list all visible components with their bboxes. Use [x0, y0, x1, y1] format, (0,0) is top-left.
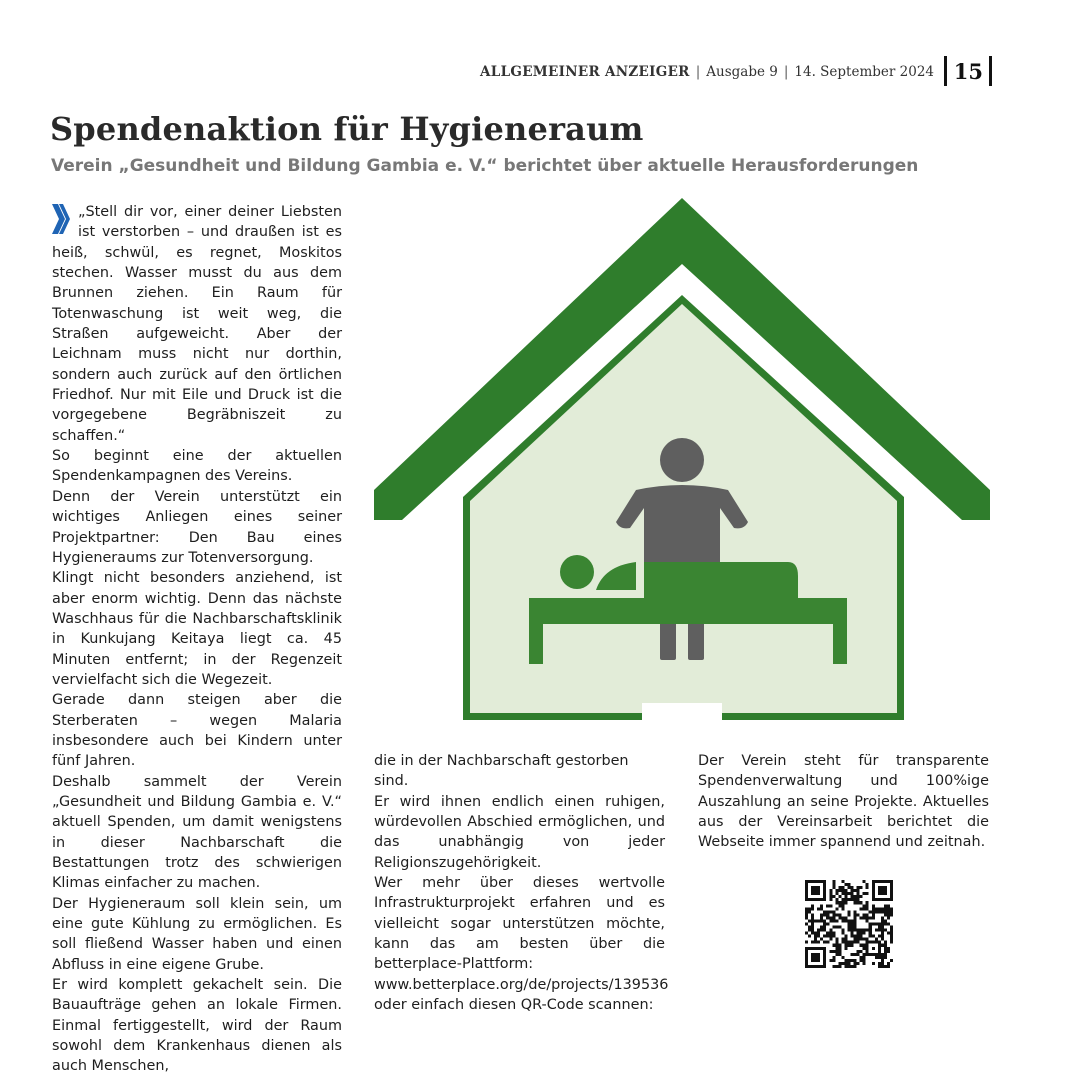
paragraph: Der Verein steht für transparente Spendenverwaltung und 100%ige Auszahlung an seine Projekte. Aktuelles aus der Vereinsarbeit berichtet die Webseite immer spannend und zeitnah. [698, 753, 989, 851]
paragraph: oder einfach diesen QR-Code scannen: [374, 997, 654, 1014]
article-column-3 [698, 751, 989, 853]
hygiene-room-house-illustration [374, 198, 990, 724]
paragraph: Denn der Verein unterstützt ein wichtiges Anliegen eines seiner Projektpartner: Den Bau eines Hygieneraums zur Totenversorgung. [52, 488, 342, 566]
paragraph: Der Hygieneraum soll klein sein, um eine gute Kühlung zu ermöglichen. Es soll fließend Wasser haben und einen Abfluss in eine eigene Grube. [52, 895, 342, 973]
header-separator: | [783, 64, 789, 80]
page-header [480, 58, 934, 86]
sheet-overlay [644, 562, 720, 614]
article-subtitle: Verein „Gesundheit und Bildung Gambia e. V.“ berichtet über aktuelle Herausforderungen [51, 156, 919, 176]
paragraph: Klingt nicht besonders anziehend, ist aber enorm wichtig. Denn das nächste Waschhaus für die Nachbarschaftsklinik in Kunkujang Keitaya liegt ca. 45 Minuten entfernt; in der Regenzeit vervielfacht sich die Wegezeit. [52, 570, 342, 688]
paragraph: So beginnt eine der aktuellen Spendenkampagnen des Vereins. [52, 448, 342, 485]
paragraph: Er wird ihnen endlich einen ruhigen, würdevollen Abschied ermöglichen, und das unabhängig von jeder Religionszugehörigkeit. [374, 793, 665, 871]
header-separator: | [695, 64, 701, 80]
paragraph: die in der Nachbarschaft gestorben sind. [374, 753, 629, 790]
issue-number: Ausgabe 9 [706, 64, 778, 80]
page-number: 15 [944, 56, 992, 86]
paragraph: Wer mehr über dieses wertvolle Infrastrukturprojekt erfahren und es vielleicht sogar unterstützen möchte, kann das am besten über die betterplace-Plattform: [374, 875, 665, 973]
article-column-2 [374, 751, 669, 1015]
qr-code[interactable] [805, 880, 893, 968]
door-gap [642, 703, 722, 724]
paragraph: Gerade dann steigen aber die Sterberaten – wegen Malaria insbesondere auch bei Kindern unter fünf Jahren. [52, 692, 342, 770]
paragraph: Deshalb sammelt der Verein „Gesundheit und Bildung Gambia e. V.“ aktuell Spenden, um damit wenigstens in dieser Nachbarschaft die Bestattungen trotz des schwierigen Klimas einfacher zu machen. [52, 773, 342, 892]
issue-date: 14. September 2024 [794, 64, 934, 80]
publication-name: ALLGEMEINER ANZEIGER [480, 64, 690, 80]
paragraph: „Stell dir vor, einer deiner Liebsten ist verstorben – und draußen ist es heiß, schwül, es regnet, Moskitos stechen. Wasser musst du aus dem Brunnen ziehen. Ein Raum für Totenwaschung ist weit weg, die Straßen aufgeweicht. Aber der Leichnam muss nicht nur dorthin, sondern auch zurück auf den örtlichen Friedhof. Nur mit Eile und Druck ist die vorgegebene Begräbniszeit zu schaffen.“ [52, 204, 342, 444]
article-title: Spendenaktion für Hygieneraum [50, 110, 644, 148]
paragraph: Er wird komplett gekachelt sein. Die Bauaufträge gehen an lokale Firmen. Einmal fertiggestellt, wird der Raum sowohl dem Krankenhaus dienen als auch Menschen, [52, 977, 342, 1075]
project-url: www.betterplace.org/de/projects/139536 [374, 976, 669, 993]
double-chevron-right-icon [50, 202, 72, 236]
article-column-1 [52, 202, 342, 1077]
